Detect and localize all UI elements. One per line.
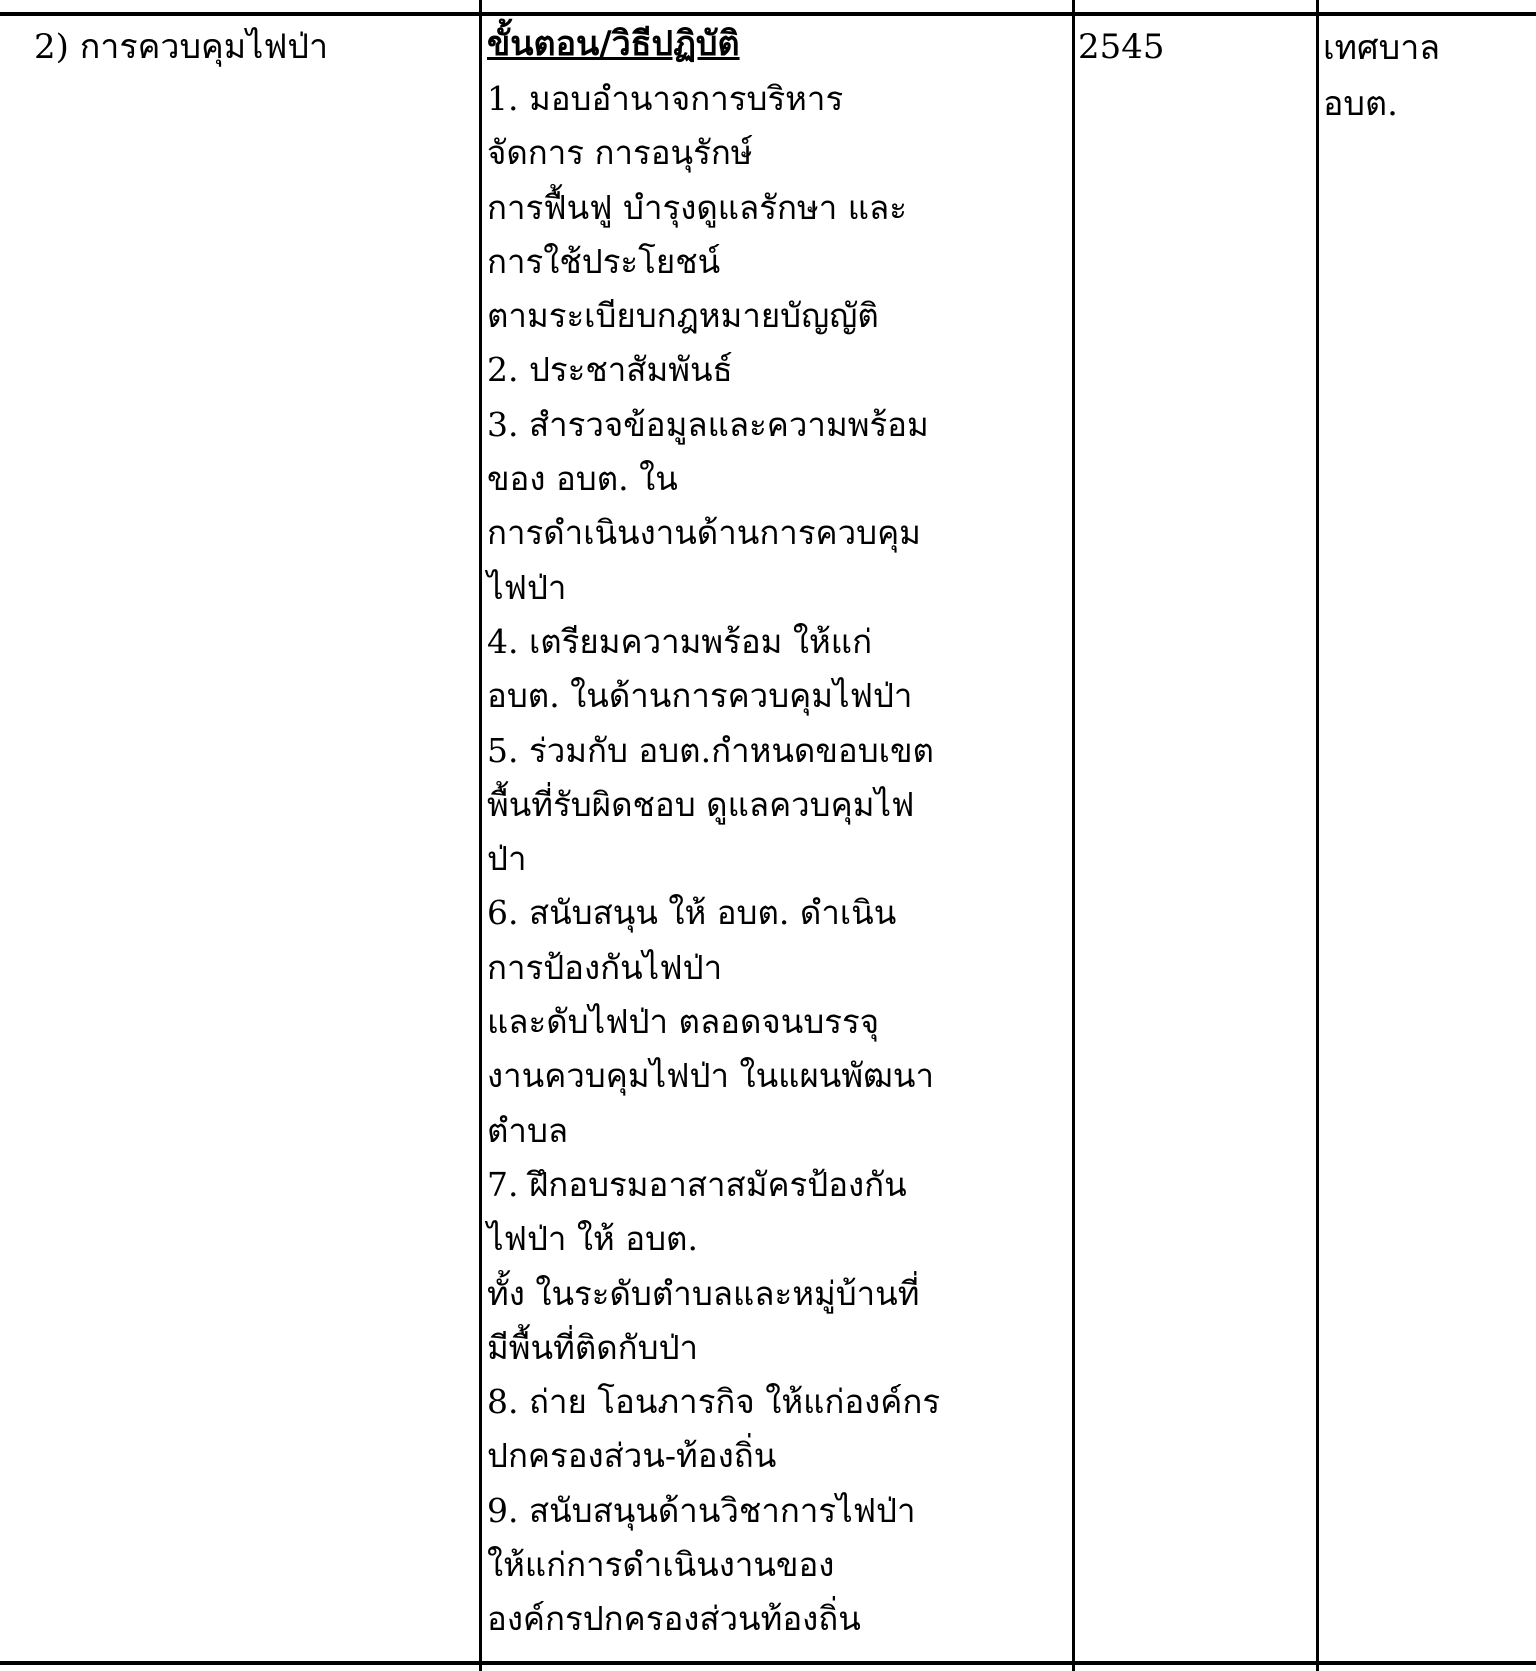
procedure-line: งานควบคุมไฟป่า ในแผนพัฒนา: [487, 1056, 934, 1096]
column-divider: [1072, 0, 1075, 1671]
procedure-line: 9. สนับสนุนด้านวิชาการไฟป่า: [487, 1490, 916, 1530]
procedure-line: การดำเนินงานด้านการควบคุม: [487, 513, 921, 553]
procedure-line: 3. สำรวจข้อมูลและความพร้อม: [487, 404, 929, 444]
procedure-line: ไฟป่า: [487, 567, 567, 607]
procedure-cell: [487, 14, 1067, 1647]
procedure-line: 5. ร่วมกับ อบต.กำหนดขอบเขต: [487, 730, 934, 770]
procedure-line: ป่า: [487, 839, 527, 879]
procedure-line: การฟื้นฟู บำรุงดูแลรักษา และ: [487, 187, 907, 227]
procedure-line: การใช้ประโยชน์: [487, 241, 721, 281]
procedure-line: 8. ถ่าย โอนภารกิจ ให้แก่องค์กร: [487, 1382, 941, 1422]
procedure-line: อบต. ในด้านการควบคุมไฟป่า: [487, 676, 913, 716]
procedure-line: ตามระเบียบกฎหมายบัญญัติ: [487, 296, 879, 336]
procedure-line: ไฟป่า ให้ อบต.: [487, 1219, 698, 1259]
topic-cell: 2) การควบคุมไฟป่า: [34, 27, 329, 67]
procedure-line: การป้องกันไฟป่า: [487, 947, 723, 987]
procedure-line: ตำบล: [487, 1110, 569, 1150]
procedure-heading: ขั้นตอน/วิธีปฏิบัติ: [487, 24, 740, 64]
column-divider: [1316, 0, 1319, 1671]
agency-cell: [1323, 20, 1440, 132]
column-divider: [479, 0, 482, 1671]
procedure-line: 2. ประชาสัมพันธ์: [487, 350, 733, 390]
agency-line: เทศบาล: [1323, 28, 1441, 68]
procedure-line: ให้แก่การดำเนินงานของ: [487, 1545, 835, 1585]
procedure-line: และดับไฟป่า ตลอดจนบรรจุ: [487, 1002, 880, 1042]
procedure-line: 7. ฝึกอบรมอาสาสมัครป้องกัน: [487, 1164, 907, 1204]
procedure-line: ของ อบต. ใน: [487, 459, 678, 499]
procedure-line: ทั้ง ในระดับตำบลและหมู่บ้านที่: [487, 1273, 920, 1313]
year-cell: 2545: [1078, 27, 1165, 67]
procedure-line: องค์กรปกครองส่วนท้องถิ่น: [487, 1599, 861, 1639]
agency-line: อบต.: [1323, 84, 1398, 124]
procedure-line: มีพื้นที่ติดกับป่า: [487, 1327, 699, 1367]
procedure-line: พื้นที่รับผิดชอบ ดูแลควบคุมไฟ: [487, 784, 915, 824]
procedure-line: จัดการ การอนุรักษ์: [487, 133, 753, 173]
procedure-line: 4. เตรียมความพร้อม ให้แก่: [487, 621, 873, 661]
procedure-line: 1. มอบอำนาจการบริหาร: [487, 79, 844, 118]
procedure-line: 6. สนับสนุน ให้ อบต. ดำเนิน: [487, 893, 897, 933]
procedure-line: ปกครองส่วน-ท้องถิ่น: [487, 1436, 777, 1476]
table-bottom-border: [0, 1661, 1536, 1665]
